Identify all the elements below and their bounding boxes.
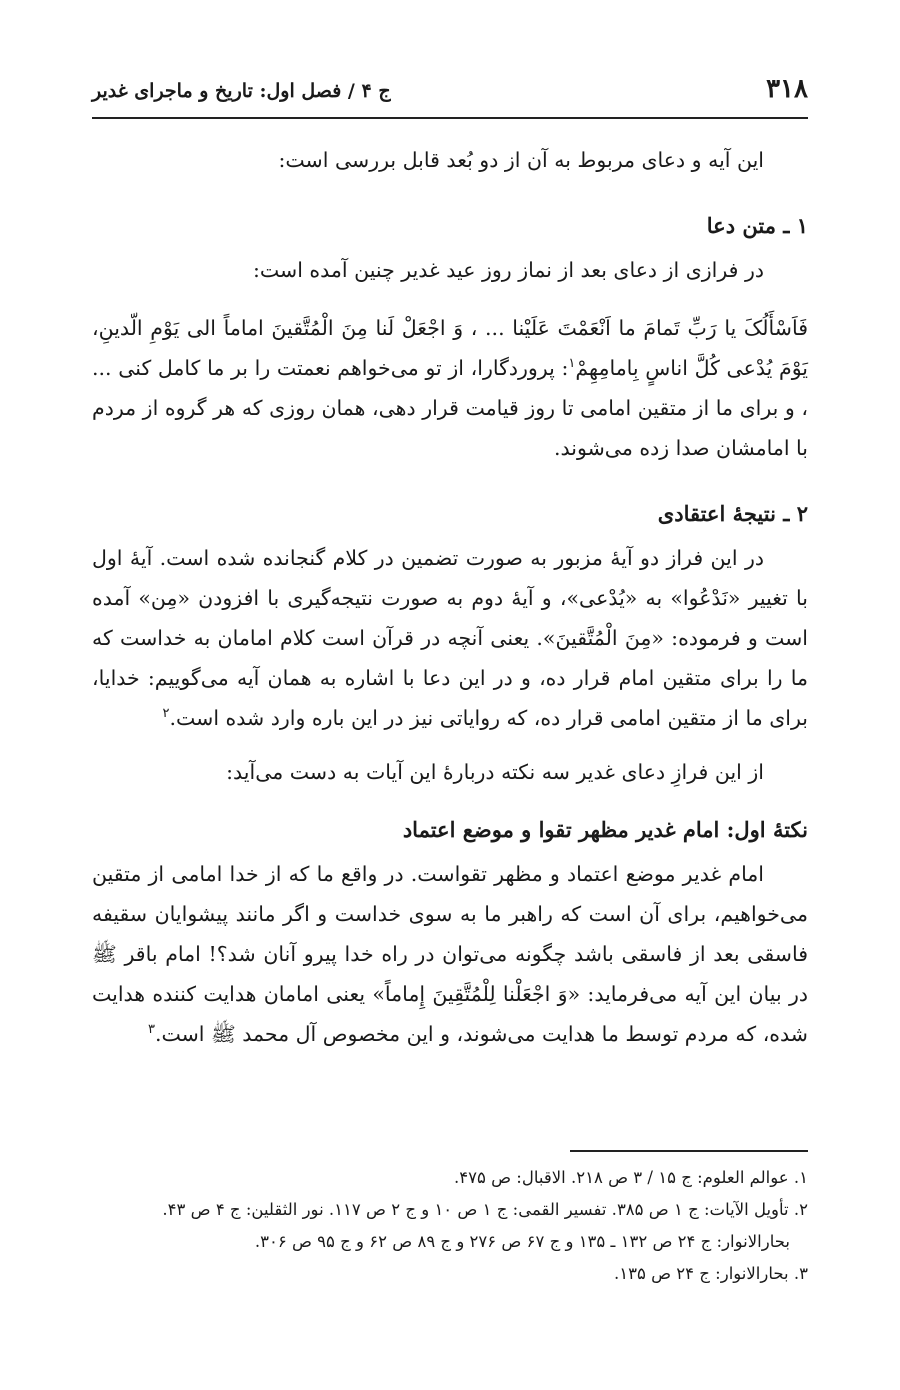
footnote-rule — [570, 1150, 808, 1152]
intro-paragraph: این آیه و دعای مربوط به آن از دو بُعد قابل بررسی است: — [278, 148, 764, 172]
book-page — [92, 0, 808, 1390]
point1-text: امام غدیر موضع اعتماد و مظهر تقواست. در واقع ما که از خدا امامی از متقین می‌خواهیم، برای آن است که راهبر ما به سوی خداست و اگر مانند پیشوایان سقیفه فاسقی بعد از فاسقی باشد چگونه می‌توان در راه خدا پیرو آنان شد؟! امام باقر ﷺ در بیان این آیه می‌فرماید: «وَ اجْعَلْنا لِلْمُتَّقِینَ إِماماً» یعنی امامان هدایت کننده هدایت شده، که مردم توسط ما هدایت می‌شوند، و این مخصوص آل محمد ﷺ است. — [92, 862, 808, 1046]
footnote-ref-3: ۳ — [147, 1022, 155, 1038]
point1-heading: نکتهٔ اول: امام غدیر مظهر تقوا و موضع اعتماد — [402, 817, 808, 842]
page-header — [92, 74, 808, 108]
footnote-2: ۲. تأویل الآیات: ج ۱ ص ۳۸۵. تفسیر القمی: ج ۱ ص ۱۰ و ج ۲ ص ۱۱۷. نور الثقلین: ج ۴ ص ۴۳. — [162, 1200, 808, 1219]
section2-followup: از این فرازِ دعای غدیر سه نکته دربارهٔ این آیات به دست می‌آید: — [226, 760, 764, 784]
main-text — [92, 140, 808, 1054]
footnote-2-continuation: بحارالانوار: ج ۲۴ ص ۱۳۲ ـ ۱۳۵ و ج ۶۷ ص ۲۷۶ و ج ۸۹ ص ۶۲ و ج ۹۵ ص ۳۰۶. — [254, 1232, 790, 1251]
footnote-1: ۱. عوالم العلوم: ج ۱۵ / ۳ ص ۲۱۸. الاقبال: ص ۴۷۵. — [454, 1168, 808, 1187]
footnotes — [92, 1162, 808, 1290]
page-number: ۳۱۸ — [766, 74, 808, 104]
dua-quote-paragraph — [92, 308, 808, 468]
dua-quote-text: فَاَسْأَلُکَ یا رَبِّ تَمامَ ما اَنْعَمْتَ عَلَیْنا ... ، وَ اجْعَلْ لَنا مِنَ الْمُتَّقینَ اماماً الی یَوْمِ الّدینِ، یَوْمَ یُدْعی کُلَّ اناسٍ بِامامِهِمْ — [92, 316, 808, 380]
section2-text: در این فراز دو آیهٔ مزبور به صورت تضمین در کلام گنجانده شده است. آیهٔ اول با تغییر «نَدْعُوا» به «یُدْعی»، و آیهٔ دوم به صورت نتیجه‌گیری با افزودن «مِن» آمده است و فرموده: «مِنَ الْمُتَّقینَ». یعنی آنچه در قرآن است کلام امامان به خداست که ما را برای متقین امام قرار ده، و در این دعا با اشاره به همان آیه می‌گوییم: خدایا، برای ما از متقین امامی قرار ده، که روایاتی نیز در این باره وارد شده است. — [92, 546, 808, 730]
footnote-3: ۳. بحارالانوار: ج ۲۴ ص ۱۳۵. — [614, 1264, 808, 1283]
section2-paragraph — [92, 538, 808, 738]
dua-translation: : پروردگارا، از تو می‌خواهم نعمتت را بر ما کامل کنی ... ، و برای ما از متقین امامی تا روز قیامت قرار دهی، همان روزی که هر گروه از مردم با امامشان صدا زده می‌شوند. — [92, 356, 808, 460]
section1-intro: در فرازی از دعای بعد از نماز روز عید غدیر چنین آمده است: — [253, 258, 764, 282]
footnote-ref-1: ۱ — [568, 356, 576, 372]
header-rule — [92, 117, 808, 119]
section-heading-1: ۱ ـ متن دعا — [706, 213, 808, 238]
running-title: ج ۴ / فصل اول: تاریخ و ماجرای غدیر — [92, 80, 391, 102]
section-heading-2: ۲ ـ نتیجهٔ اعتقادی — [657, 501, 808, 526]
footnote-ref-2: ۲ — [162, 706, 170, 722]
point1-paragraph — [92, 854, 808, 1054]
